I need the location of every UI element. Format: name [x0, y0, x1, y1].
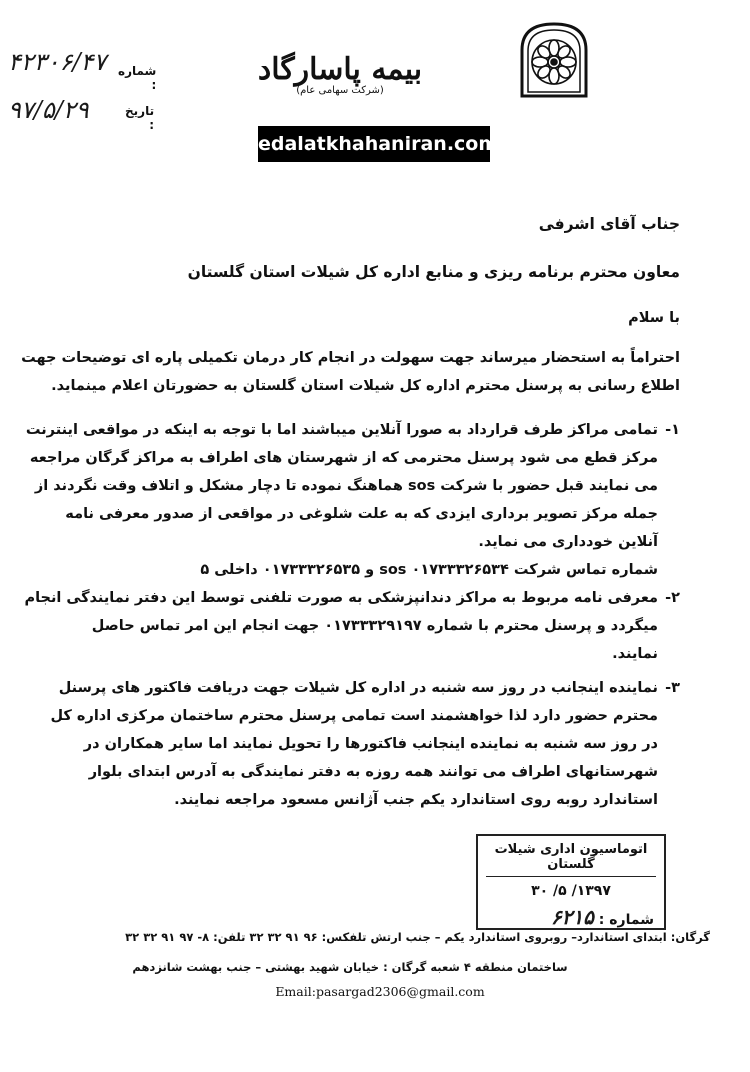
item-line: تمامی مراکز طرف قرارداد به صورا آنلاین میباشند اما با توجه به اینکه در مواقعی اینترنت [25, 422, 658, 438]
item-line: می نمایند قبل حضور با شرکت sos هماهنگ نموده تا دچار مشکل و اتلاف وقت نگردند از [34, 478, 658, 494]
watermark-banner: edalatkhahaniran.com [258, 126, 490, 162]
item-number: ۳- [665, 680, 680, 696]
company-title [250, 52, 430, 96]
stamp-number-value: ۶۲۱۵ [550, 905, 594, 929]
item-line: جمله مرکز تصویر برداری ایزدی که به علت شلوغی در مواقعی از صدور معرفی نامه [65, 506, 658, 522]
stamp-number-label: شماره : [598, 912, 654, 928]
company-name: بیمه پاسارگاد [257, 52, 423, 87]
list-item-1 [25, 416, 680, 556]
item-line: معرفی نامه مربوط به مراکز دندانپزشکی به صورت تلفنی توسط این دفتر نمایندگی انجام [24, 590, 658, 606]
list-item-2 [24, 584, 680, 668]
item-line: میگردد و پرسنل محترم با شماره ۰۱۷۳۳۳۲۹۱۹۷ جهت انجام این امر تماس حاصل [91, 618, 658, 634]
letter-number-label: شماره : [118, 64, 157, 92]
item-line: استاندارد روبه روی استاندارد یکم جنب آژانس مسعود مراجعه نمایند. [174, 792, 658, 808]
footer-building: ساختمان منطقه ۴ شعبه گرگان : خیابان شهید بهشتی – جنب بهشت شانزدهم [132, 960, 568, 974]
stamp-date: ۱۳۹۷/ ۵/ ۳۰ [531, 883, 611, 899]
item-number: ۲- [665, 590, 680, 606]
rosette-emblem-icon [518, 20, 590, 98]
item-line: نماینده اینجانب در روز سه شنبه در اداره کل شیلات جهت دریافت فاکتور های پرسنل [58, 680, 658, 696]
letter-number-value: ۴۲۳۰۶/۴۷ [8, 48, 107, 76]
item-line: شهرستانهای اطراف می توانند همه روزه به دفتر نمایندگی به آدرس ابتدای بلوار [88, 764, 658, 780]
footer-email: Email:pasargad2306@gmail.com [275, 984, 485, 999]
letter-date-value: ۹۷/۵/۲۹ [8, 96, 89, 124]
list-item-3 [40, 674, 680, 814]
greeting: با سلام [628, 310, 680, 326]
item-line: مرکز قطع می شود پرسنل محترمی که از شهرستان های اطراف به مراکز گرگان مراجعه [29, 450, 658, 466]
recipient-title: معاون محترم برنامه ریزی و منابع اداره کل شیلات استان گلستان [187, 263, 680, 281]
registration-stamp [476, 834, 666, 930]
company-type: (شرکت سهامی عام) [296, 85, 384, 96]
recipient: جناب آقای اشرفی [538, 215, 680, 233]
item-line: آنلاین خودداری می نماید. [478, 534, 658, 550]
footer-address: گرگان: ابتدای استاندارد– روبروی استاندارد یکم – جنب ارتش تلفکس: ۹۶ ۹۱ ۳۲ ۳۲ تلفن: ۸- ۹۷ ۹۱ ۳۲ ۳۲ [125, 930, 710, 944]
item-line: نمایند. [612, 646, 658, 662]
sos-contact-line: شماره تماس شرکت sos ۰۱۷۳۳۳۲۶۵۳۴ و ۰۱۷۳۳۳۲۶۵۳۵ داخلی ۵ [200, 562, 658, 578]
item-line: محترم حضور دارد لذا خواهشمند است تمامی پرسنل محترم ساختمان مرکزی اداره کل [50, 708, 658, 724]
stamp-number-row [478, 899, 664, 929]
stamp-title: اتوماسیون اداری شیلات گلستان [486, 836, 656, 877]
item-number: ۱- [665, 422, 680, 438]
item-line: در روز سه شنبه به نماینده اینجانب فاکتورها را تحویل نمایند اما سایر همکاران در [83, 736, 658, 752]
letter-date-label: تاریخ : [125, 104, 155, 132]
intro-paragraph [21, 344, 680, 400]
intro-line: اطلاع رسانی به پرسنل محترم اداره کل شیلات استان گلستان به حضورتان اعلام مینماید. [51, 378, 680, 394]
intro-line: احتراماً به استحضار میرساند جهت سهولت در انجام کار درمان تکمیلی پاره ای توضیحات جهت [21, 350, 680, 366]
letter-body [21, 210, 680, 814]
